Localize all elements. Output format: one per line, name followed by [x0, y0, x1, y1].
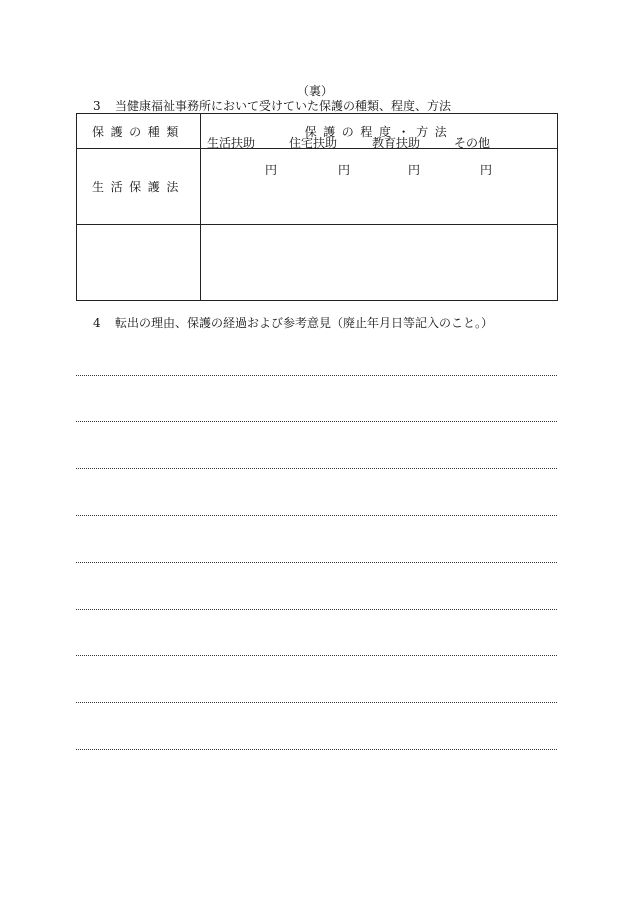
notes-line[interactable]: [76, 468, 557, 469]
blank-detail-cell[interactable]: [201, 225, 558, 301]
table-row-blank: [77, 225, 558, 301]
aid-label-other: その他: [454, 136, 491, 150]
header-protection-type: 保護の種類: [77, 114, 201, 149]
notes-line[interactable]: [76, 655, 557, 656]
notes-line[interactable]: [76, 702, 557, 703]
notes-line[interactable]: [76, 421, 557, 422]
section-4-heading: [93, 314, 493, 331]
yen-unit-housing: 円: [338, 163, 351, 177]
aid-amounts-cell[interactable]: [201, 136, 558, 225]
header-protection-degree-method: 保護の程度・方法: [201, 114, 558, 149]
table-row-livelihood-law: [77, 149, 558, 225]
notes-line[interactable]: [76, 562, 557, 563]
notes-line[interactable]: [76, 515, 557, 516]
section-3-title: 当健康福祉事務所において受けていた保護の種類、程度、方法: [115, 99, 452, 113]
notes-line[interactable]: [76, 609, 557, 610]
section-3-number: 3: [93, 99, 101, 113]
page-side-label: （裏）: [296, 84, 333, 98]
row-label-livelihood-protection-law: 生活保護法: [77, 149, 201, 225]
protection-table: [76, 113, 558, 301]
section-4-number: 4: [93, 316, 101, 330]
yen-unit-education: 円: [408, 163, 421, 177]
section-4-title: 転出の理由、保護の経過および参考意見（廃止年月日等記入のこと。）: [115, 316, 494, 330]
yen-unit-livelihood: 円: [265, 163, 278, 177]
aid-label-education: 教育扶助: [372, 136, 421, 150]
yen-unit-other: 円: [480, 163, 493, 177]
blank-type-cell[interactable]: [77, 225, 201, 301]
section-3-heading: [93, 97, 451, 114]
aid-label-livelihood: 生活扶助: [207, 136, 256, 150]
notes-line[interactable]: [76, 375, 557, 376]
notes-line[interactable]: [76, 749, 557, 750]
aid-label-housing: 住宅扶助: [289, 136, 338, 150]
